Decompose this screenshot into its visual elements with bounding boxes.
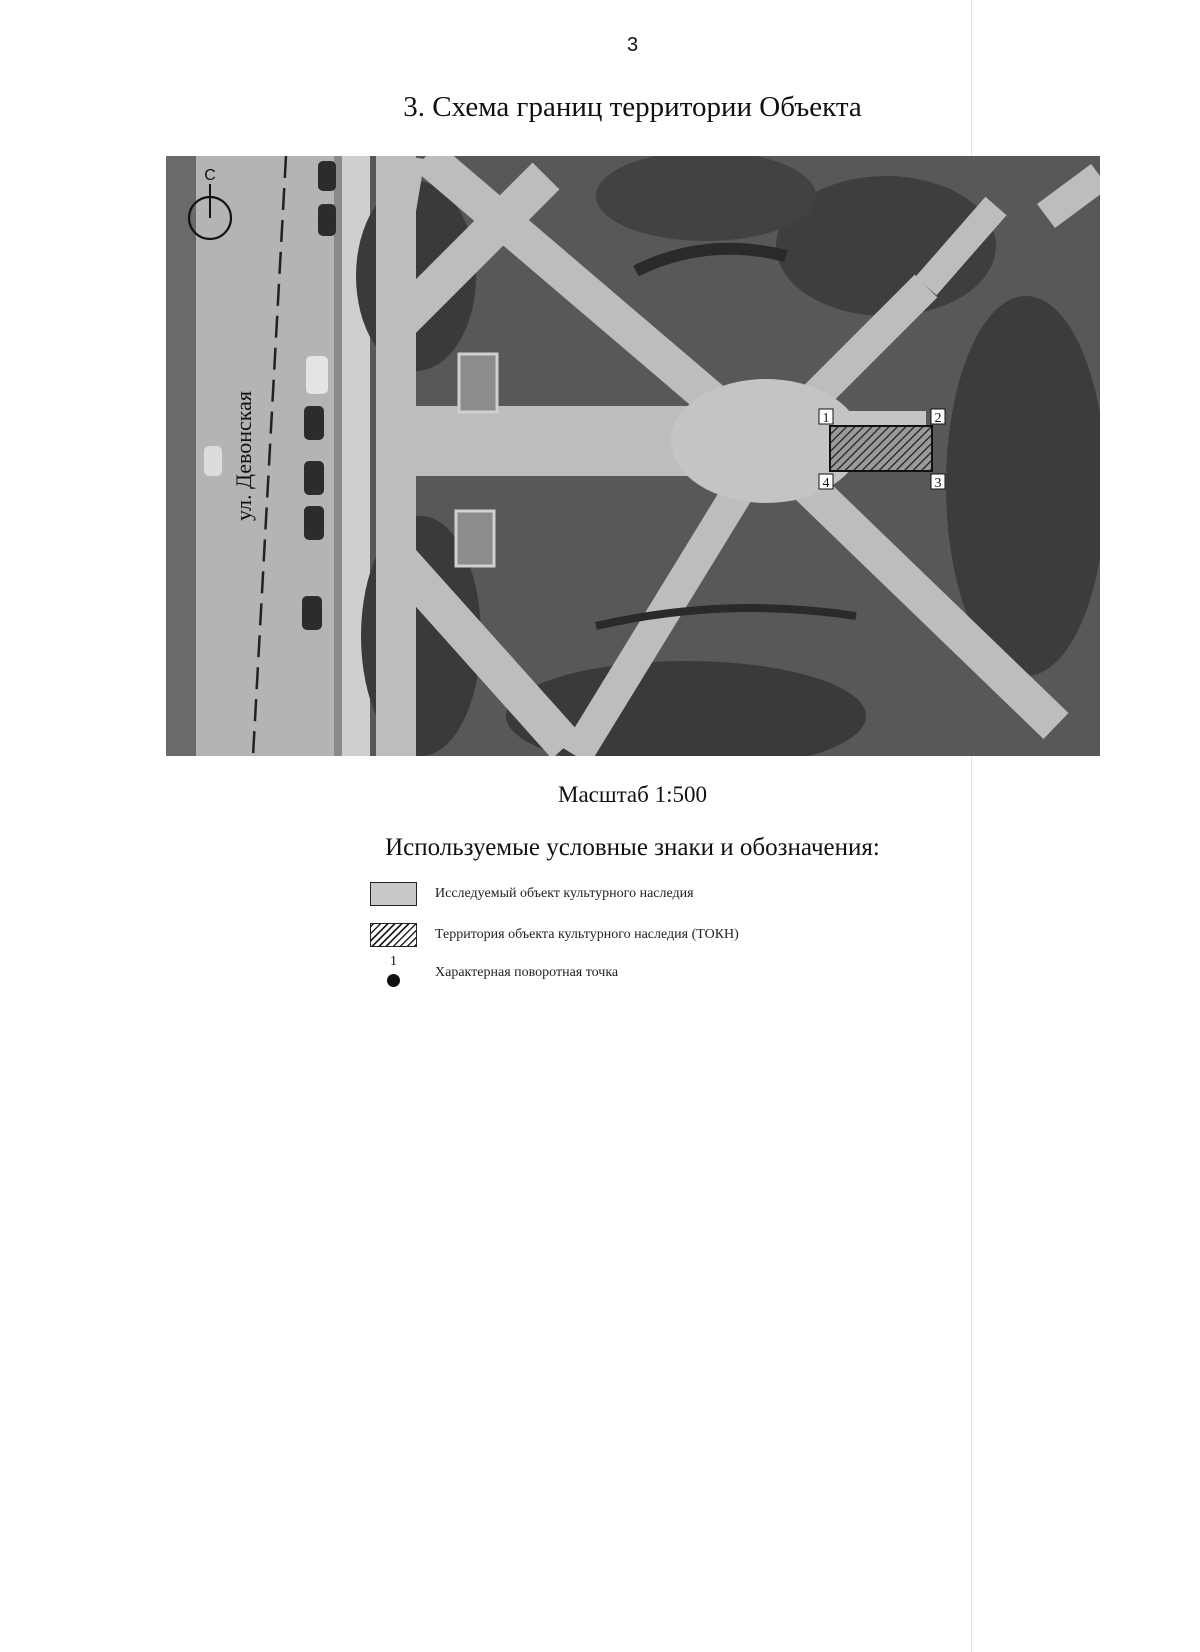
- aerial-map: [166, 156, 1100, 756]
- legend-label: Характерная поворотная точка: [435, 965, 619, 980]
- legend-item-object: [370, 882, 694, 906]
- flower-bed: [456, 511, 494, 566]
- hatched-fill-swatch-icon: [370, 923, 417, 947]
- flower-bed: [459, 354, 497, 412]
- road-curb: [334, 156, 342, 756]
- point-symbol: [370, 956, 417, 990]
- map-scale: Масштаб 1:500: [558, 782, 707, 807]
- dot-icon: [387, 974, 400, 987]
- legend-label: Территория объекта культурного наследия (ТОКН): [435, 927, 739, 942]
- left-verge: [166, 156, 196, 756]
- boundary-point-3: 3: [934, 476, 942, 491]
- legend-item-territory: [370, 923, 739, 947]
- legend-label: Исследуемый объект культурного наследия: [435, 886, 694, 901]
- legend-title: Используемые условные знаки и обозначения:: [385, 834, 880, 861]
- north-label: С: [204, 167, 216, 184]
- map-svg: [166, 156, 1100, 756]
- heritage-territory-boundary: [830, 426, 932, 471]
- page-number: 3: [626, 34, 639, 56]
- boundary-point-2: 2: [934, 411, 942, 426]
- page-title: 3. Схема границ территории Объекта: [403, 91, 862, 123]
- boundary-point-4: 4: [822, 476, 830, 491]
- gray-fill-swatch-icon: [370, 882, 417, 906]
- point-number: 1: [390, 954, 397, 969]
- boundary-point-1: 1: [822, 411, 830, 426]
- street-label: ул. Девонская: [231, 390, 256, 522]
- legend-item-point: [370, 956, 618, 990]
